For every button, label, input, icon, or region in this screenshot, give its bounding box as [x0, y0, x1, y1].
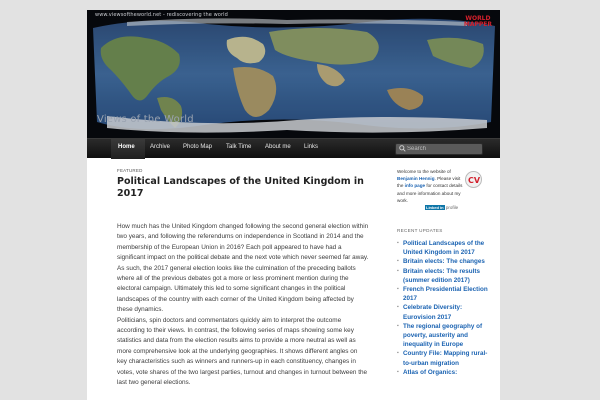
- cv-icon[interactable]: [465, 171, 482, 188]
- recent-update-link[interactable]: ▪ Political Landscapes of the United Kingdom in 2017: [397, 239, 493, 257]
- recent-update-link[interactable]: ▪ The regional geography of poverty, austerity and inequality in Europe: [397, 322, 493, 350]
- site-title[interactable]: Views of the World: [97, 114, 194, 125]
- recent-update-link[interactable]: ▪ Britain elects: The results (summer edition 2017): [397, 267, 493, 285]
- post-title[interactable]: Political Landscapes of the United Kingdom in 2017: [117, 176, 364, 199]
- linkedin-icon: Linked in: [426, 205, 444, 211]
- logo-line-2: MAPPER: [463, 21, 492, 28]
- cv-description: [397, 168, 463, 204]
- cv-visit-text: . Please visit the: [397, 176, 461, 189]
- nav-item-links[interactable]: Links: [304, 144, 319, 150]
- linkedin-suffix: profile: [445, 205, 459, 211]
- recent-updates-list: [397, 239, 493, 377]
- search-box[interactable]: [395, 143, 483, 155]
- linkedin-profile-link[interactable]: [397, 205, 493, 210]
- nav-item-talk-time[interactable]: Talk Time: [226, 144, 252, 150]
- search-input[interactable]: [407, 144, 481, 154]
- nav-item-home[interactable]: Home: [118, 144, 135, 150]
- cv-widget: [397, 168, 493, 210]
- recent-update-link[interactable]: ▪ Country File: Mapping rural-to-urban migration: [397, 349, 493, 367]
- sidebar: [397, 168, 493, 377]
- main-navigation: [87, 138, 500, 158]
- recent-update-link[interactable]: ▪ Atlas of Organics:: [397, 368, 493, 377]
- post-paragraph-2: Politicians, spin doctors and commentators quickly aim to interpret the outcome according to their views. In contrast, the following series of maps showing some key statistics and data from the election results aims to provide a more neutral as well as more comprehensive look at the underlying geographies. It shows different angles on key characteristics such as winners and runners-up in each constituency, changes in votes, vote shares of the two largest parties, turnout and changes in turnout between the last two general elections.: [117, 316, 368, 387]
- recent-update-link[interactable]: ▪ Britain elects: The changes: [397, 257, 493, 266]
- site-tagline: www.viewsoftheworld.net - rediscovering the world: [95, 12, 228, 18]
- recent-update-link[interactable]: ▪ Celebrate Diversity: Eurovision 2017: [397, 303, 493, 321]
- cv-info-link[interactable]: info page: [404, 183, 426, 189]
- cv-rest-text: for contact details and more information about my work.: [397, 183, 463, 203]
- page: [87, 10, 500, 400]
- main-content: [117, 168, 369, 389]
- cv-intro: Welcome to the website of: [397, 169, 451, 174]
- nav-item-photo-map[interactable]: Photo Map: [183, 144, 213, 150]
- header-banner[interactable]: [87, 10, 500, 138]
- post-paragraph-1: How much has the United Kingdom changed following the second general election within two years, and following the referendums on independence in Scotland in 2014 and the membership of the European Union in 2016? Each poll appeared to have had a significant impact on the political debate and the next vote which never seemed far away. As such, the 2017 general election looks like the culmination of the preceding ballots where all of the previous debates got a more or less prominent mention during the electoral campaign. Ultimately this led to some significant changes in the political landscapes of the country with each corner of the United Kingdom being affected by these dynamics.: [117, 223, 369, 314]
- world-mapper-logo[interactable]: [464, 16, 492, 28]
- recent-updates-heading: RECENT UPDATES: [397, 228, 443, 234]
- nav-item-archive[interactable]: Archive: [150, 144, 171, 150]
- search-icon: [399, 145, 406, 152]
- logo-line-1: WORLD: [465, 15, 491, 22]
- recent-update-link[interactable]: ▪ French Presidential Election 2017: [397, 285, 493, 303]
- featured-label: FEATURED: [117, 168, 143, 173]
- cv-name-link[interactable]: Benjamin Hennig: [397, 176, 435, 182]
- nav-item-about-me[interactable]: About me: [265, 144, 291, 150]
- cv-badge-text: CV: [468, 176, 481, 185]
